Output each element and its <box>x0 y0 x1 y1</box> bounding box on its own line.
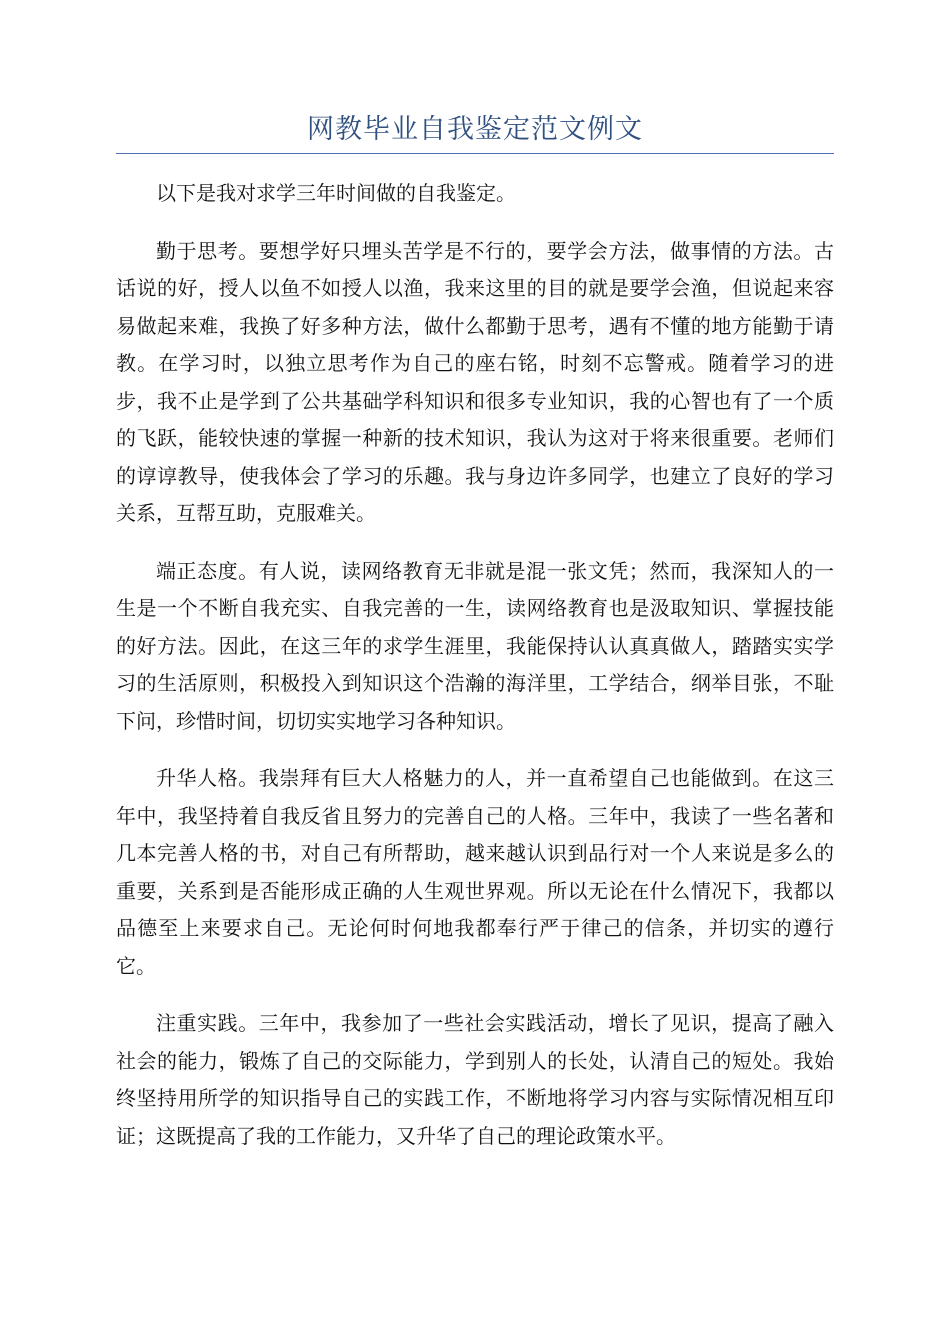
paragraph-intro: 以下是我对求学三年时间做的自我鉴定。 <box>156 181 516 205</box>
paragraph-diligent-thinking: 勤于思考。要想学好只埋头苦学是不行的，要学会方法，做事情的方法。古话说的好，授人以鱼不如授人以渔，我来这里的目的就是要学会渔，但说起来容易做起来难，我换了好多种方法，做什么都勤于思考，遇有不懂的地方能勤于请教。在学习时，以独立思考作为自己的座右铭，时刻不忘警戒。随着学习的进步，我不止是学到了公共基础学科知识和很多专业知识，我的心智也有了一个质的飞跃，能较快速的掌握一种新的技术知识，我认为这对于将来很重要。老师们的谆谆教导，使我体会了学习的乐趣。我与身边许多同学，也建立了良好的学习关系，互帮互助，克服难关。 <box>116 238 834 525</box>
paragraph-sublimate-personality: 升华人格。我崇拜有巨大人格魅力的人，并一直希望自己也能做到。在这三年中，我坚持着自我反省且努力的完善自己的人格。三年中，我读了一些名著和几本完善人格的书，对自己有所帮助，越来越认识到品行对一个人来说是多么的重要，关系到是否能形成正确的人生观世界观。所以无论在什么情况下，我都以品德至上来要求自己。无论何时何地我都奉行严于律己的信条，并切实的遵行它。 <box>116 766 834 978</box>
paragraph-practice: 注重实践。三年中，我参加了一些社会实践活动，增长了见识，提高了融入社会的能力，锻炼了自己的交际能力，学到别人的长处，认清自己的短处。我始终坚持用所学的知识指导自己的实践工作，不断地将学习内容与实际情况相互印证；这既提高了我的工作能力，又升华了自己的理论政策水平。 <box>116 1011 834 1148</box>
document-title: 网教毕业自我鉴定范文例文 <box>307 114 643 145</box>
paragraph-correct-attitude: 端正态度。有人说，读网络教育无非就是混一张文凭；然而，我深知人的一生是一个不断自我充实、自我完善的一生，读网络教育也是汲取知识、掌握技能的好方法。因此，在这三年的求学生涯里，我能保持认认真真做人，踏踏实实学习的生活原则，积极投入到知识这个浩瀚的海洋里，工学结合，纲举目张，不耻下问，珍惜时间，切切实实地学习各种知识。 <box>116 558 834 733</box>
title-underline <box>116 153 834 154</box>
document-body <box>116 175 834 1175</box>
